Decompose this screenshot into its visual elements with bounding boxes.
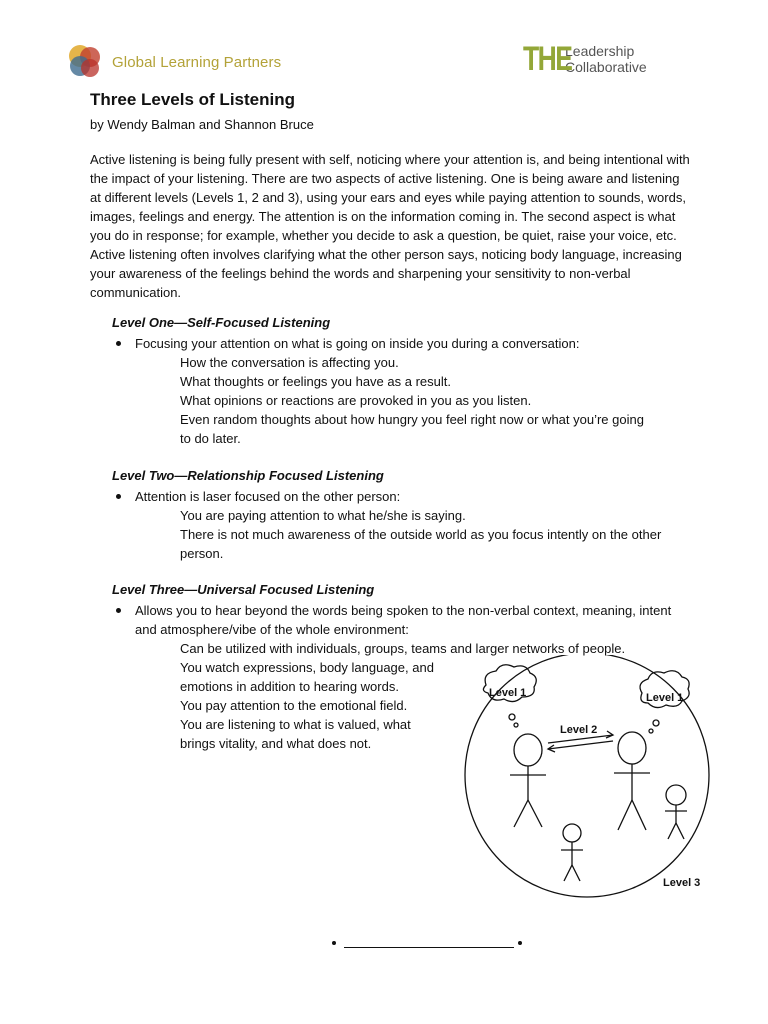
footer-dot-left [332,941,336,945]
leadership-collaborative-logo [523,42,647,76]
level-two-heading: Level Two—Relationship Focused Listening [112,468,384,483]
small-figure-head [666,785,686,805]
bullet-dot [116,608,121,613]
stick-figure-left-head [514,734,542,766]
level-two-item: You are paying attention to what he/she is saying. [180,508,466,523]
bubble-left-label: Level 1 [489,687,527,699]
footer-dot-right [518,941,522,945]
small-figure-head [563,824,581,842]
level-three-bullet: Allows you to hear beyond the words being spoken to the non-verbal context, meaning, intent and atmosphere/vibe of the whole environment: [135,603,672,637]
level-three-heading: Level Three—Universal Focused Listening [112,582,375,597]
level-one-item: What opinions or reactions are provoked in you as you listen. [180,393,532,408]
right-logo-line2: Collaborative [565,59,647,75]
left-logo-text: Global Learning Partners [112,53,282,71]
stick-figure-right-head [618,732,646,764]
page-title: Three Levels of Listening [90,90,295,109]
bubble-right-label: Level 1 [646,692,684,704]
global-learning-partners-logo [66,40,281,84]
level-three-item: You pay attention to the emotional field. [180,698,408,713]
arrow-label: Level 2 [560,724,598,736]
right-logo-line1: Leadership [565,43,635,59]
level-one-item: How the conversation is affecting you. [180,355,399,370]
bullet-dot [116,341,121,346]
level-three-item: You watch expressions, body language, and emotions in addition to hearing words. [180,660,434,694]
level-three-item: Can be utilized with individuals, groups, teams and larger networks of people. [180,641,626,656]
bubble-dot [514,723,518,727]
bullet-dot [116,494,121,499]
level-two-item: There is not much awareness of the outside world as you focus intently on the other person. [180,527,662,561]
level-two-bullet: Attention is laser focused on the other person: [135,489,401,504]
listening-levels-diagram [460,655,720,905]
footer-rule [344,947,514,948]
bubble-dot [509,714,515,720]
byline: by Wendy Balman and Shannon Bruce [90,117,314,132]
arrow-head [606,731,613,738]
right-logo-the: THE [523,40,572,78]
intro-paragraph: Active listening is being fully present with self, noticing where your attention is, and being intentional with the impact of your listening. There are two aspects of active listening. One is being aware and listening at different levels (Levels 1, 2 and 3), using your ears and eyes while paying attention to sounds, words, images, feelings and energy. The attention is on the information coming in. The second aspect is what you do in response; for example, whether you decide to ask a question, be quiet, raise your voice, etc. Active listening often involves clarifying what the other person says, noticing body language, increasing your awareness of the feelings behind the words and sharpening your sensitivity to non-verbal communication. [90,152,690,300]
logo-mark-icon [66,42,106,82]
level-one-bullet: Focusing your attention on what is going on inside you during a conversation: [135,336,580,351]
bubble-dot [649,729,653,733]
level-one-heading: Level One—Self-Focused Listening [112,315,331,330]
level-one-item: Even random thoughts about how hungry you feel right now or what you’re going to do later. [180,412,644,446]
level-three-item: You are listening to what is valued, what brings vitality, and what does not. [180,717,411,751]
level-one-item: What thoughts or feelings you have as a result. [180,374,451,389]
circle-label: Level 3 [663,877,701,889]
bubble-dot [653,720,659,726]
